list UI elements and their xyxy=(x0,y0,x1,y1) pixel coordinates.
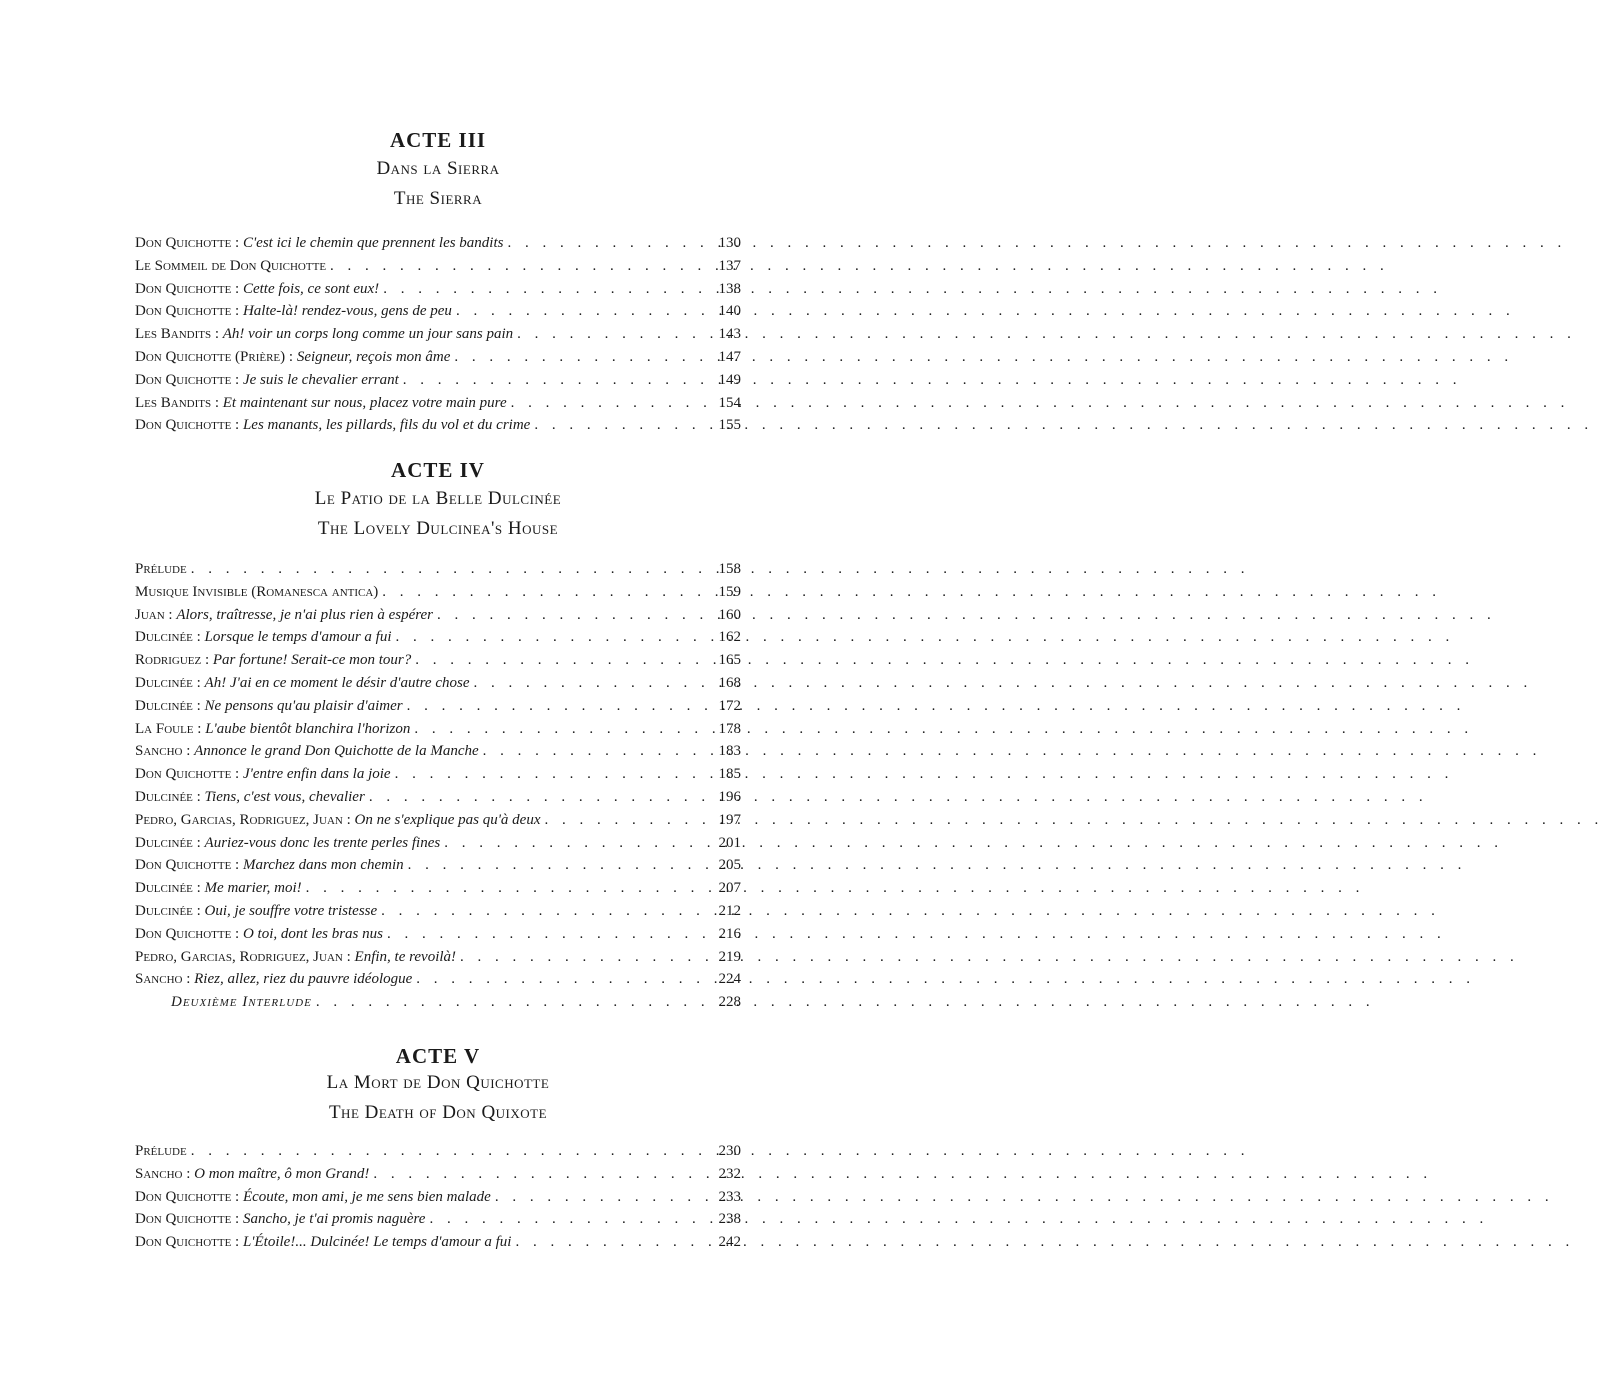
dot-leader xyxy=(456,946,699,969)
entry-text xyxy=(135,718,410,741)
toc-entry xyxy=(135,718,741,741)
entry-text xyxy=(135,854,404,877)
dot-leader xyxy=(470,672,700,695)
entry-speaker: Dulcinée : xyxy=(135,834,205,851)
entry-text xyxy=(135,392,507,415)
dot-leader xyxy=(403,695,699,718)
toc-entry xyxy=(135,1163,741,1186)
toc-entry xyxy=(135,991,741,1014)
entry-text xyxy=(135,786,365,809)
entry-text xyxy=(135,923,383,946)
entry-speaker: Sancho : xyxy=(135,971,195,988)
entry-text xyxy=(135,558,187,581)
entry-quote: Et maintenant sur nous, placez votre main pure xyxy=(222,394,507,411)
dot-leader xyxy=(378,581,699,604)
toc-entry xyxy=(135,300,741,323)
dot-leader xyxy=(440,832,699,855)
page-number: 219 xyxy=(718,948,741,965)
entry-speaker: Don Quichotte : xyxy=(135,766,243,783)
entry-speaker: Pedro, Garcias, Rodriguez, Juan : xyxy=(135,948,355,965)
page-number: 147 xyxy=(718,348,741,365)
page-number: 224 xyxy=(718,971,741,988)
entry-quote: Tiens, c'est vous, chevalier xyxy=(204,788,365,805)
entry-quote: Écoute, mon ami, je me sens bien malade xyxy=(242,1188,491,1205)
entry-text xyxy=(135,1208,425,1231)
entry-text xyxy=(135,991,312,1014)
page-number: 143 xyxy=(718,326,741,343)
page-number: 158 xyxy=(718,561,741,577)
entry-quote: L'Étoile!... Dulcinée! Le temps d'amour a fui xyxy=(242,1234,512,1251)
toc-entry xyxy=(135,581,741,604)
toc-entry xyxy=(135,946,741,969)
entry-quote: C'est ici le chemin que prennent les bandits xyxy=(242,235,504,251)
toc-entry xyxy=(135,695,741,718)
dot-leader xyxy=(541,809,700,832)
toc-entry xyxy=(135,968,741,991)
entry-text xyxy=(135,763,391,786)
dot-leader xyxy=(312,991,699,1014)
toc-entry xyxy=(135,786,741,809)
act-subtitle-en: The Lovely Dulcinea's House xyxy=(317,518,559,539)
entry-text xyxy=(135,1163,369,1186)
entry-quote: Ah! J'ai en ce moment le désir d'autre chose xyxy=(204,674,470,691)
entry-text xyxy=(135,968,412,991)
entry-speaker: Musique Invisible (Romanesca antica) xyxy=(135,583,379,600)
entry-quote: O toi, dont les bras nus xyxy=(242,925,383,942)
toc-entry xyxy=(135,1186,741,1209)
page-number: 242 xyxy=(718,1234,741,1251)
toc-entry xyxy=(135,1231,741,1254)
entry-text xyxy=(135,1140,187,1163)
entry-text xyxy=(135,900,377,923)
dot-leader xyxy=(187,558,699,581)
entry-speaker: Dulcinée : xyxy=(135,880,205,897)
entry-text xyxy=(135,649,411,672)
act-4-section xyxy=(135,456,741,1014)
act-subtitle-fr: Dans la Sierra xyxy=(376,158,500,179)
entry-speaker: Don Quichotte : xyxy=(135,925,243,942)
entry-text xyxy=(135,809,541,832)
entry-text xyxy=(135,300,452,323)
entry-speaker: Don Quichotte (Prière) : xyxy=(135,348,297,365)
page-number: 238 xyxy=(718,1211,741,1228)
entry-quote: Je suis le chevalier errant xyxy=(242,371,399,388)
entry-speaker: Don Quichotte : xyxy=(135,1211,243,1228)
act-title: ACTE IV xyxy=(391,458,485,482)
entry-text xyxy=(135,740,479,763)
page-number: 185 xyxy=(718,766,741,783)
dot-leader xyxy=(411,649,699,672)
dot-leader xyxy=(399,369,699,392)
entry-speaker: Rodriguez : xyxy=(135,652,213,669)
act-entries xyxy=(135,558,741,1014)
dot-leader xyxy=(479,740,699,763)
entry-quote: Marchez dans mon chemin xyxy=(242,857,404,874)
entry-text xyxy=(135,626,392,649)
dot-leader xyxy=(377,900,699,923)
entry-quote: O mon maître, ô mon Grand! xyxy=(194,1165,370,1182)
act-entries xyxy=(135,1140,741,1254)
dot-leader xyxy=(410,718,699,741)
entry-quote: J'entre enfin dans la joie xyxy=(242,766,391,783)
dot-leader xyxy=(187,1140,699,1163)
page-number: 165 xyxy=(718,652,741,669)
entry-text xyxy=(135,369,399,392)
toc-entry xyxy=(135,923,741,946)
entry-text xyxy=(135,346,450,369)
toc-entry xyxy=(135,626,741,649)
dot-leader xyxy=(369,1163,699,1186)
page-number: 233 xyxy=(718,1188,741,1205)
entry-speaker: Juan : xyxy=(135,606,177,623)
page-number: 140 xyxy=(718,303,741,320)
entry-quote: Seigneur, reçois mon âme xyxy=(296,348,451,365)
page-number: 207 xyxy=(718,880,741,897)
page-number: 137 xyxy=(718,257,741,274)
page-number: 196 xyxy=(718,788,741,805)
page-number: 228 xyxy=(718,994,741,1011)
toc-entry xyxy=(135,649,741,672)
entry-speaker: Don Quichotte : xyxy=(135,235,243,251)
toc-entry xyxy=(135,763,741,786)
entry-speaker: Dulcinée : xyxy=(135,674,205,691)
toc-entry xyxy=(135,1140,741,1163)
toc-entry xyxy=(135,558,741,581)
page-number: 168 xyxy=(718,674,741,691)
toc-entry xyxy=(135,604,741,627)
page-number: 216 xyxy=(718,925,741,942)
toc-entry xyxy=(135,323,741,346)
entry-speaker: Dulcinée : xyxy=(135,788,205,805)
entry-text xyxy=(135,877,302,900)
page-number: 230 xyxy=(718,1143,741,1159)
dot-leader xyxy=(450,346,699,369)
entry-text xyxy=(135,604,433,627)
dot-leader xyxy=(425,1208,699,1231)
entry-quote: Ne pensons qu'au plaisir d'aimer xyxy=(204,697,403,714)
entry-speaker: Sancho : xyxy=(135,1165,195,1182)
entry-text xyxy=(135,695,403,718)
toc-entry xyxy=(135,369,741,392)
toc-entry xyxy=(135,278,741,301)
entry-speaker: Don Quichotte : xyxy=(135,417,243,434)
dot-leader xyxy=(452,300,699,323)
entry-text xyxy=(135,323,513,346)
toc-entry xyxy=(135,672,741,695)
entry-quote: On ne s'explique pas qu'à deux xyxy=(354,811,541,828)
dot-leader xyxy=(507,392,699,415)
entry-text xyxy=(135,672,470,695)
toc-entry xyxy=(135,414,741,437)
act-title: ACTE V xyxy=(395,1044,481,1068)
dot-leader xyxy=(379,278,699,301)
page-number: 197 xyxy=(718,811,741,828)
dot-leader xyxy=(513,323,699,346)
page-number: 162 xyxy=(718,629,741,646)
entry-speaker: Pedro, Garcias, Rodriguez, Juan : xyxy=(135,811,355,828)
entry-text xyxy=(135,832,440,855)
act-3-section xyxy=(135,126,741,437)
entry-text xyxy=(135,946,456,969)
entry-speaker: Don Quichotte : xyxy=(135,1234,243,1251)
entry-quote: Cette fois, ce sont eux! xyxy=(242,280,380,297)
dot-leader xyxy=(433,604,699,627)
entry-speaker: Les Bandits : xyxy=(135,326,223,343)
act-entries xyxy=(135,232,741,437)
entry-speaker: Prélude xyxy=(135,561,187,577)
page-number: 201 xyxy=(718,834,741,851)
page-number: 154 xyxy=(718,394,741,411)
page-number: 159 xyxy=(718,583,741,600)
entry-quote: Oui, je souffre votre tristesse xyxy=(204,902,378,919)
entry-speaker: Prélude xyxy=(135,1143,187,1159)
entry-speaker: Don Quichotte : xyxy=(135,280,243,297)
entry-speaker: Don Quichotte : xyxy=(135,1188,243,1205)
entry-text xyxy=(135,581,378,604)
page-number: 155 xyxy=(718,417,741,434)
page-number: 130 xyxy=(718,235,741,251)
entry-text xyxy=(135,232,503,255)
entry-quote: Enfin, te revoilà! xyxy=(354,948,457,965)
dot-leader xyxy=(404,854,699,877)
dot-leader xyxy=(412,968,699,991)
entry-speaker: Deuxième Interlude xyxy=(171,994,312,1011)
page-number: 138 xyxy=(718,280,741,297)
toc-entry xyxy=(135,255,741,278)
act-subtitle-en: The Sierra xyxy=(393,188,483,209)
entry-text xyxy=(135,414,530,437)
act-title: ACTE III xyxy=(389,128,487,152)
entry-quote: Les manants, les pillards, fils du vol et du crime xyxy=(242,417,531,434)
toc-entry xyxy=(135,809,741,832)
dot-leader xyxy=(365,786,699,809)
toc-entry xyxy=(135,1208,741,1231)
act-subtitle-en: The Death of Don Quixote xyxy=(328,1102,548,1123)
entry-speaker: Don Quichotte : xyxy=(135,857,243,874)
toc-entry xyxy=(135,832,741,855)
entry-quote: Par fortune! Serait-ce mon tour? xyxy=(212,652,412,669)
dot-leader xyxy=(511,1231,699,1254)
page-number: 183 xyxy=(718,743,741,760)
entry-quote: Riez, allez, riez du pauvre idéologue xyxy=(194,971,413,988)
act-subtitle-fr: La Mort de Don Quichotte xyxy=(326,1072,550,1093)
entry-text xyxy=(135,1231,511,1254)
dot-leader xyxy=(326,255,699,278)
toc-entry xyxy=(135,346,741,369)
entry-quote: Halte-là! rendez-vous, gens de peu xyxy=(242,303,452,320)
dot-leader xyxy=(503,232,699,255)
toc-entry xyxy=(135,854,741,877)
page-number: 160 xyxy=(718,606,741,623)
entry-text xyxy=(135,278,379,301)
dot-leader xyxy=(383,923,699,946)
page-number: 172 xyxy=(718,697,741,714)
entry-quote: L'aube bientôt blanchira l'horizon xyxy=(205,720,411,737)
dot-leader xyxy=(392,626,699,649)
toc-entry xyxy=(135,740,741,763)
dot-leader xyxy=(302,877,699,900)
entry-quote: Sancho, je t'ai promis naguère xyxy=(242,1211,426,1228)
entry-quote: Me marier, moi! xyxy=(204,880,302,897)
entry-speaker: Le Sommeil de Don Quichotte xyxy=(135,257,327,274)
page-number: 232 xyxy=(718,1165,741,1182)
dot-leader xyxy=(491,1186,699,1209)
entry-quote: Ah! voir un corps long comme un jour sans pain xyxy=(222,326,514,343)
page-number: 178 xyxy=(718,720,741,737)
act-subtitle-fr: Le Patio de la Belle Dulcinée xyxy=(314,488,562,509)
page-number: 149 xyxy=(718,371,741,388)
dot-leader xyxy=(391,763,699,786)
toc-entry xyxy=(135,232,741,255)
entry-quote: Auriez-vous donc les trente perles fines xyxy=(204,834,441,851)
entry-speaker: Les Bandits : xyxy=(135,394,223,411)
toc-entry xyxy=(135,392,741,415)
toc-entry xyxy=(135,900,741,923)
page-number: 205 xyxy=(718,857,741,874)
entry-speaker: Don Quichotte : xyxy=(135,303,243,320)
entry-quote: Lorsque le temps d'amour a fui xyxy=(204,629,392,646)
dot-leader xyxy=(530,414,699,437)
entry-text xyxy=(135,255,326,278)
entry-speaker: Dulcinée : xyxy=(135,697,205,714)
entry-speaker: Dulcinée : xyxy=(135,902,205,919)
entry-text xyxy=(135,1186,491,1209)
entry-quote: Alors, traîtresse, je n'ai plus rien à espérer xyxy=(176,606,434,623)
entry-speaker: Don Quichotte : xyxy=(135,371,243,388)
entry-speaker: Dulcinée : xyxy=(135,629,205,646)
entry-speaker: Sancho : xyxy=(135,743,195,760)
act-5-section xyxy=(135,1042,741,1254)
entry-speaker: La Foule : xyxy=(135,720,206,737)
page-number: 212 xyxy=(718,902,741,919)
toc-entry xyxy=(135,877,741,900)
entry-quote: Annonce le grand Don Quichotte de la Manche xyxy=(194,743,479,760)
